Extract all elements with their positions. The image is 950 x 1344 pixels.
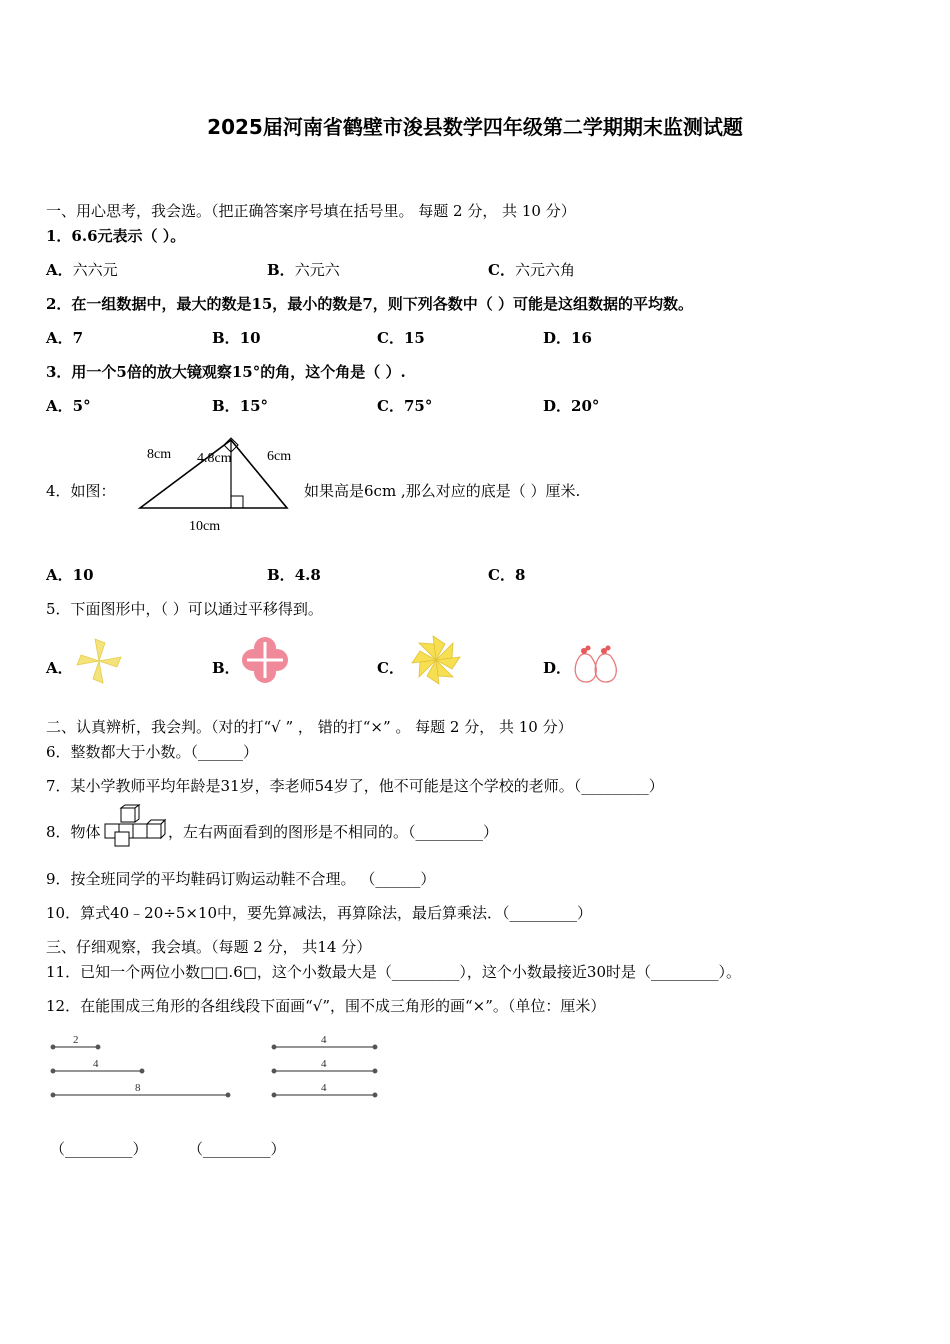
section3-header: 三、仔细观察，我会填。（每题 2 分， 共14 分） xyxy=(46,938,372,956)
q2-option-a[interactable] xyxy=(46,328,83,348)
option-label: D． xyxy=(543,397,572,415)
segment-group-2 xyxy=(268,1030,388,1110)
option-text: 20° xyxy=(571,397,600,415)
triangle-base-label: 10cm xyxy=(189,519,221,534)
q2-option-d[interactable] xyxy=(543,328,592,348)
option-text: 六元六 xyxy=(294,261,340,279)
q11: 11．已知一个两位小数□□.6□，这个小数最大是（_________），这个小数最接近30时是（_________）。 xyxy=(46,963,742,981)
option-label: A． xyxy=(46,329,73,347)
option-label: C． xyxy=(488,261,515,279)
star-pinwheel-icon xyxy=(410,634,462,686)
q1-option-c[interactable] xyxy=(488,260,575,280)
option-text: 5° xyxy=(72,397,91,415)
q5-stem: 5．下面图形中，（ ）可以通过平移得到。 xyxy=(46,600,323,618)
option-label: C． xyxy=(377,329,404,347)
option-label: A． xyxy=(46,566,73,584)
option-label: B． xyxy=(267,261,295,279)
q1-option-a[interactable] xyxy=(46,260,118,280)
q7: 7．某小学教师平均年龄是31岁，李老师54岁了，他不可能是这个学校的老师。（_________） xyxy=(46,777,664,795)
segment-group-1 xyxy=(44,1030,244,1110)
option-text: 75° xyxy=(403,397,433,415)
q3-option-a[interactable] xyxy=(46,396,91,416)
q3-stem: 3．用一个5倍的放大镜观察15°的角，这个角是（ ）. xyxy=(46,363,406,381)
q8-prefix: 8．物体 xyxy=(46,823,101,841)
segment-label: 4 xyxy=(321,1082,327,1094)
segment-label: 4 xyxy=(93,1058,99,1070)
option-text: 15° xyxy=(239,397,269,415)
triangle-side-left-label: 8cm xyxy=(147,447,172,462)
q5-option-a-label[interactable]: A． xyxy=(46,659,73,677)
q12-blank-2[interactable]: （_________） xyxy=(188,1140,286,1158)
section2-header: 二、认真辨析，我会判。（对的打“√ ” ， 错的打“×” 。 每题 2 分， 共 10 分） xyxy=(46,718,573,736)
q6: 6．整数都大于小数。（______） xyxy=(46,743,259,761)
option-label: A． xyxy=(46,261,73,279)
option-label: A． xyxy=(46,397,73,415)
segment-label: 4 xyxy=(321,1034,327,1046)
option-label: C． xyxy=(488,566,515,584)
option-text: 16 xyxy=(571,329,592,347)
option-text: 10 xyxy=(239,329,261,347)
option-text: 10 xyxy=(72,566,94,584)
q3-option-d[interactable] xyxy=(543,396,599,416)
q4-prefix: 4．如图： xyxy=(46,482,116,500)
q10: 10．算式40﹣20÷5×10中，要先算减法，再算除法，最后算乘法．（_________） xyxy=(46,904,593,922)
triangle-figure xyxy=(135,434,305,534)
q1-option-b[interactable] xyxy=(267,260,340,280)
option-label: B． xyxy=(212,397,240,415)
q5-option-d-label[interactable]: D． xyxy=(543,659,572,677)
q12-blank-1[interactable]: （_________） xyxy=(50,1140,148,1158)
option-label: D． xyxy=(543,329,572,347)
chickens-icon xyxy=(570,640,626,686)
pinwheel-icon xyxy=(74,636,124,686)
q5-option-c-label[interactable]: C． xyxy=(377,659,404,677)
page-title: 2025届河南省鹤壁市浚县数学四年级第二学期期末监测试题 xyxy=(207,115,743,139)
q2-option-b[interactable] xyxy=(212,328,261,348)
q5-option-b-label[interactable]: B． xyxy=(212,659,240,677)
triangle-side-right-label: 6cm xyxy=(267,449,292,464)
option-label: B． xyxy=(212,329,240,347)
segment-label: 4 xyxy=(321,1058,327,1070)
q4-suffix: 如果高是6cm ,那么对应的底是（ ）厘米. xyxy=(304,482,581,500)
q2-stem: 2．在一组数据中，最大的数是15，最小的数是7，则下列各数中（ ）可能是这组数据的平均数。 xyxy=(46,295,693,313)
option-text: 8 xyxy=(514,566,526,584)
q4-option-a[interactable] xyxy=(46,565,94,585)
option-text: 4.8 xyxy=(294,566,321,584)
option-text: 7 xyxy=(72,329,84,347)
cube-stack-icon xyxy=(103,806,169,850)
flower-icon xyxy=(240,636,292,686)
segment-label: 2 xyxy=(73,1034,79,1046)
q3-option-c[interactable] xyxy=(377,396,432,416)
q2-option-c[interactable] xyxy=(377,328,425,348)
section1-header: 一、用心思考，我会选。（把正确答案序号填在括号里。 每题 2 分， 共 10 分） xyxy=(46,202,576,220)
triangle-height-label: 4.8cm xyxy=(197,451,232,466)
q9: 9．按全班同学的平均鞋码订购运动鞋不合理。 （______） xyxy=(46,870,436,888)
option-text: 六六元 xyxy=(72,261,118,279)
q1-stem: 1．6.6元表示（ ）。 xyxy=(46,227,186,245)
q12: 12．在能围成三角形的各组线段下面画“√”，围不成三角形的画“×”。（单位：厘米） xyxy=(46,997,606,1015)
q4-option-b[interactable] xyxy=(267,565,321,585)
option-text: 六元六角 xyxy=(514,261,575,279)
option-label: C． xyxy=(377,397,404,415)
segment-label: 8 xyxy=(135,1082,141,1094)
q3-option-b[interactable] xyxy=(212,396,268,416)
option-text: 15 xyxy=(403,329,425,347)
option-label: B． xyxy=(267,566,295,584)
q4-option-c[interactable] xyxy=(488,565,525,585)
q8-suffix: ，左右两面看到的图形是不相同的。（_________） xyxy=(168,823,499,841)
